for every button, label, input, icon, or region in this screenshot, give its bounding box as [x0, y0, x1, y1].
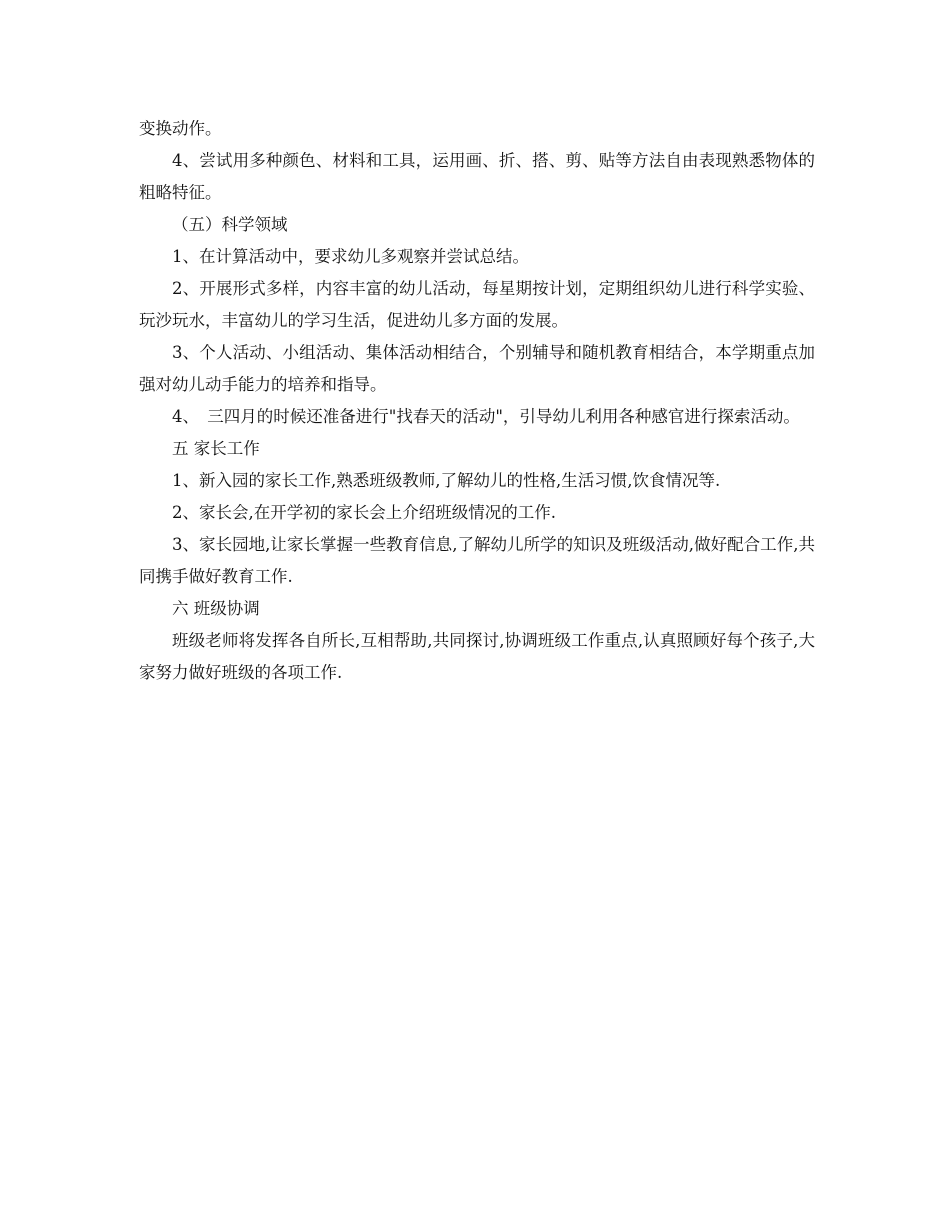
paragraph-item-science-2: 2、开展形式多样，内容丰富的幼儿活动，每星期按计划，定期组织幼儿进行科学实验、玩沙玩水，丰富幼儿的学习生活，促进幼儿多方面的发展。 — [139, 279, 815, 330]
paragraph-item-science-1: 1、在计算活动中，要求幼儿多观察并尝试总结。 — [172, 247, 529, 266]
paragraph-item-art-4: 4、尝试用多种颜色、材料和工具，运用画、折、搭、剪、贴等方法自由表现熟悉物体的粗略特征。 — [139, 151, 815, 202]
section-heading-coordination: 六 班级协调 — [172, 599, 260, 618]
paragraph-coordination: 班级老师将发挥各自所长,互相帮助,共同探讨,协调班级工作重点,认真照顾好每个孩子,大家努力做好班级的各项工作. — [139, 631, 815, 682]
paragraph-continuation: 变换动作。 — [139, 119, 222, 138]
paragraph-item-parents-1: 1、新入园的家长工作,熟悉班级教师,了解幼儿的性格,生活习惯,饮食情况等. — [172, 471, 721, 490]
document-body — [139, 113, 815, 689]
paragraph-item-science-4: 4、 三四月的时候还准备进行"找春天的活动"，引导幼儿利用各种感官进行探索活动。 — [172, 407, 800, 426]
section-heading-science: （五）科学领域 — [172, 215, 288, 234]
paragraph-item-science-3: 3、个人活动、小组活动、集体活动相结合，个别辅导和随机教育相结合，本学期重点加强对幼儿动手能力的培养和指导。 — [139, 343, 815, 394]
paragraph-item-parents-3: 3、家长园地,让家长掌握一些教育信息,了解幼儿所学的知识及班级活动,做好配合工作,共同携手做好教育工作. — [139, 535, 815, 586]
paragraph-item-parents-2: 2、家长会,在开学初的家长会上介绍班级情况的工作. — [172, 503, 556, 522]
section-heading-parents: 五 家长工作 — [172, 439, 260, 458]
